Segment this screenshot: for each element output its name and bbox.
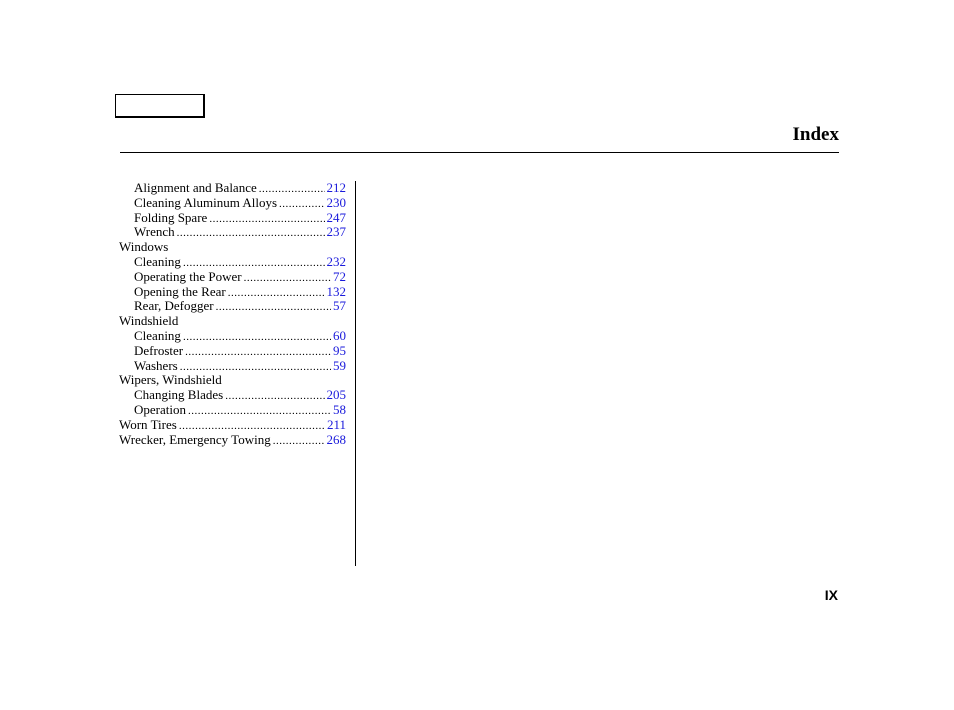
dot-leader: [228, 286, 325, 301]
entry-page-link[interactable]: 230: [326, 194, 346, 210]
entry-page-link[interactable]: 59: [333, 357, 346, 373]
entry-label: Worn Tires: [119, 416, 177, 432]
entry-label: Rear, Defogger: [134, 298, 214, 314]
entry-page-link[interactable]: 60: [333, 327, 346, 343]
index-entry: [119, 403, 346, 418]
entry-page-link[interactable]: 72: [333, 268, 346, 284]
dot-leader: [225, 389, 324, 404]
index-entry: [119, 388, 346, 403]
page-title: Index: [792, 124, 839, 145]
index-heading: [119, 240, 346, 255]
dot-leader: [183, 330, 331, 345]
entry-page-link[interactable]: 211: [326, 416, 346, 432]
index-entry: [119, 433, 346, 448]
index-entry: [119, 359, 346, 374]
header-rule: [120, 152, 839, 153]
index-entry: [119, 225, 346, 240]
entry-label: Windshield: [119, 313, 179, 329]
index-entry: [119, 270, 346, 285]
dot-leader: [279, 197, 324, 212]
entry-page-link[interactable]: 232: [326, 253, 346, 269]
index-heading: [119, 373, 346, 388]
index-list: [119, 181, 346, 447]
entry-label: Operation: [134, 401, 186, 417]
dot-leader: [209, 212, 324, 227]
entry-label: Operating the Power: [134, 268, 242, 284]
dot-leader: [244, 271, 331, 286]
index-entry: [119, 211, 346, 226]
index-entry: [119, 329, 346, 344]
column-divider: [355, 181, 356, 566]
entry-page-link[interactable]: 205: [326, 387, 346, 403]
entry-label: Cleaning: [134, 327, 181, 343]
entry-label: Wrench: [134, 224, 175, 240]
dot-leader: [188, 404, 331, 419]
dot-leader: [177, 226, 325, 241]
entry-label: Opening the Rear: [134, 283, 226, 299]
entry-page-link[interactable]: 57: [333, 298, 346, 314]
entry-page-link[interactable]: 268: [326, 431, 346, 447]
entry-label: Defroster: [134, 342, 184, 358]
index-entry: [119, 181, 346, 196]
entry-page-link[interactable]: 95: [333, 342, 346, 358]
index-heading: [119, 314, 346, 329]
entry-label: Washers: [134, 357, 178, 373]
entry-label: Folding Spare: [134, 209, 208, 225]
page-number: IX: [824, 587, 838, 603]
entry-page-link[interactable]: 212: [326, 180, 346, 195]
index-entry: [119, 285, 346, 300]
entry-page-link[interactable]: 237: [326, 224, 346, 240]
index-entry: [119, 344, 346, 359]
index-entry: [119, 196, 346, 211]
dot-leader: [216, 300, 331, 315]
entry-label: Wipers, Windshield: [119, 372, 222, 388]
index-entry: [119, 299, 346, 314]
entry-label: Cleaning Aluminum Alloys: [134, 194, 278, 210]
entry-page-link[interactable]: 132: [326, 283, 346, 299]
dot-leader: [185, 345, 331, 360]
index-entry: [119, 418, 346, 433]
entry-label: Alignment and Balance: [134, 180, 257, 195]
index-tab-box[interactable]: [115, 94, 205, 118]
dot-leader: [273, 434, 325, 449]
entry-label: Cleaning: [134, 253, 181, 269]
entry-page-link[interactable]: 247: [326, 209, 346, 225]
index-entry: [119, 255, 346, 270]
entry-label: Wrecker, Emergency Towing: [119, 431, 271, 447]
entry-label: Windows: [119, 239, 169, 255]
entry-page-link[interactable]: 58: [333, 401, 346, 417]
entry-label: Changing Blades: [134, 387, 224, 403]
